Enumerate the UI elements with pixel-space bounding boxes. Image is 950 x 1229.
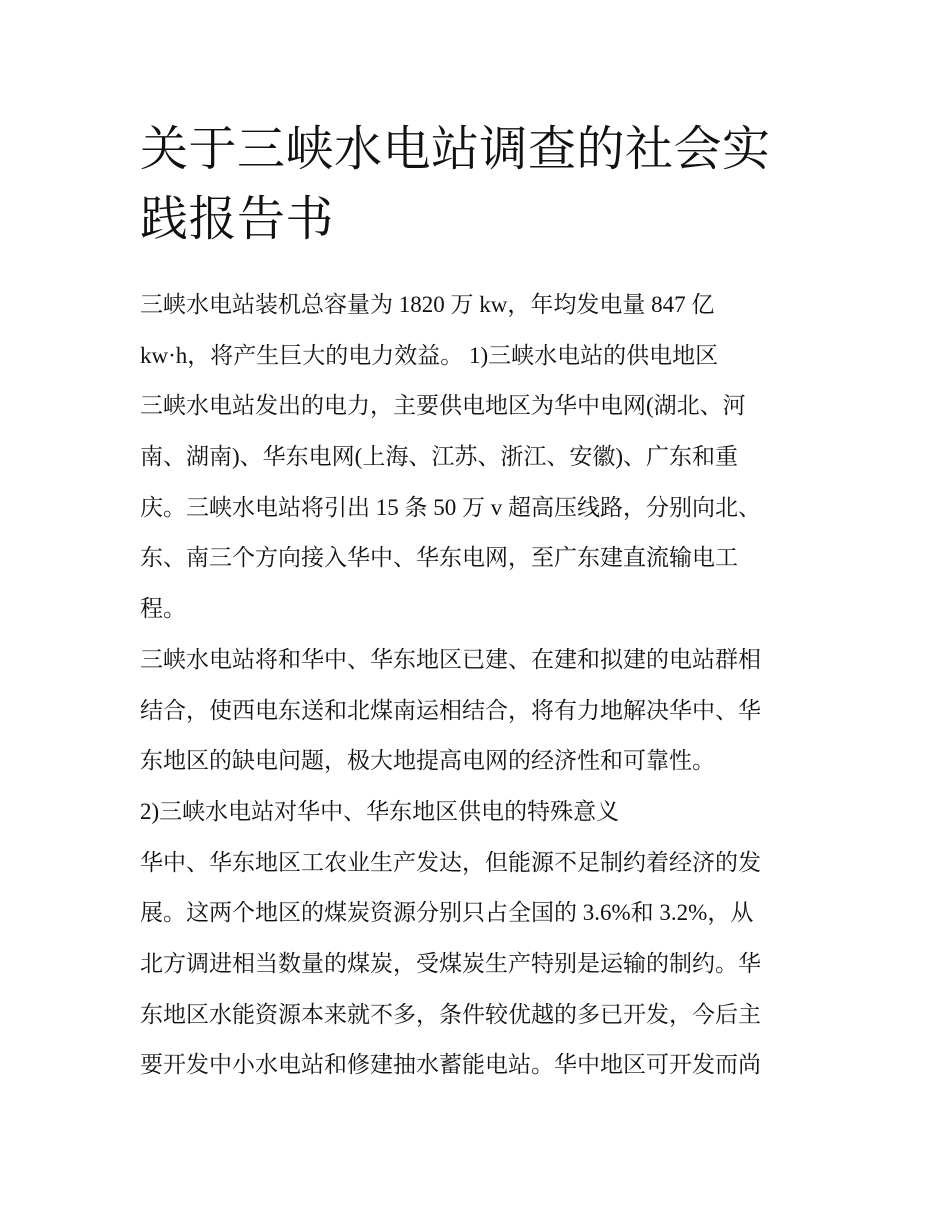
body-line: 北方调进相当数量的煤炭，受煤炭生产特别是运输的制约。华 xyxy=(140,950,761,976)
document-title xyxy=(140,114,830,254)
body-line: 东、南三个方向接入华中、华东电网，至广东建直流输电工 xyxy=(140,545,738,571)
document-body xyxy=(140,280,820,1091)
body-line: 程。 xyxy=(140,596,186,622)
body-line: 庆。三峡水电站将引出 15 条 50 万 v 超高压线路，分别向北、 xyxy=(140,494,761,520)
body-line: 三峡水电站将和华中、华东地区已建、在建和拟建的电站群相 xyxy=(140,646,761,672)
title-line: 践报告书 xyxy=(140,191,335,247)
body-line: 三峡水电站发出的电力，主要供电地区为华中电网(湖北、河 xyxy=(140,393,746,419)
body-line: 要开发中小水电站和修建抽水蓄能电站。华中地区可开发而尚 xyxy=(140,1052,761,1078)
body-line: 东地区的缺电问题，极大地提高电网的经济性和可靠性。 xyxy=(140,748,715,774)
body-line: 2)三峡水电站对华中、华东地区供电的特殊意义 xyxy=(140,798,620,824)
body-line: 东地区水能资源本来就不多，条件较优越的多已开发，今后主 xyxy=(140,1001,761,1027)
body-line: 展。这两个地区的煤炭资源分别只占全国的 3.6%和 3.2%，从 xyxy=(140,900,754,926)
title-line: 关于三峡水电站调查的社会实 xyxy=(140,121,771,177)
body-line: 结合，使西电东送和北煤南运相结合，将有力地解决华中、华 xyxy=(140,697,761,723)
body-line: 南、湖南)、华东电网(上海、江苏、浙江、安徽)、广东和重 xyxy=(140,444,738,470)
body-line: kw·h，将产生巨大的电力效益。 1)三峡水电站的供电地区 xyxy=(140,342,719,368)
body-line: 华中、华东地区工农业生产发达，但能源不足制约着经济的发 xyxy=(140,849,761,875)
body-line: 三峡水电站装机总容量为 1820 万 kw，年均发电量 847 亿 xyxy=(140,292,715,317)
